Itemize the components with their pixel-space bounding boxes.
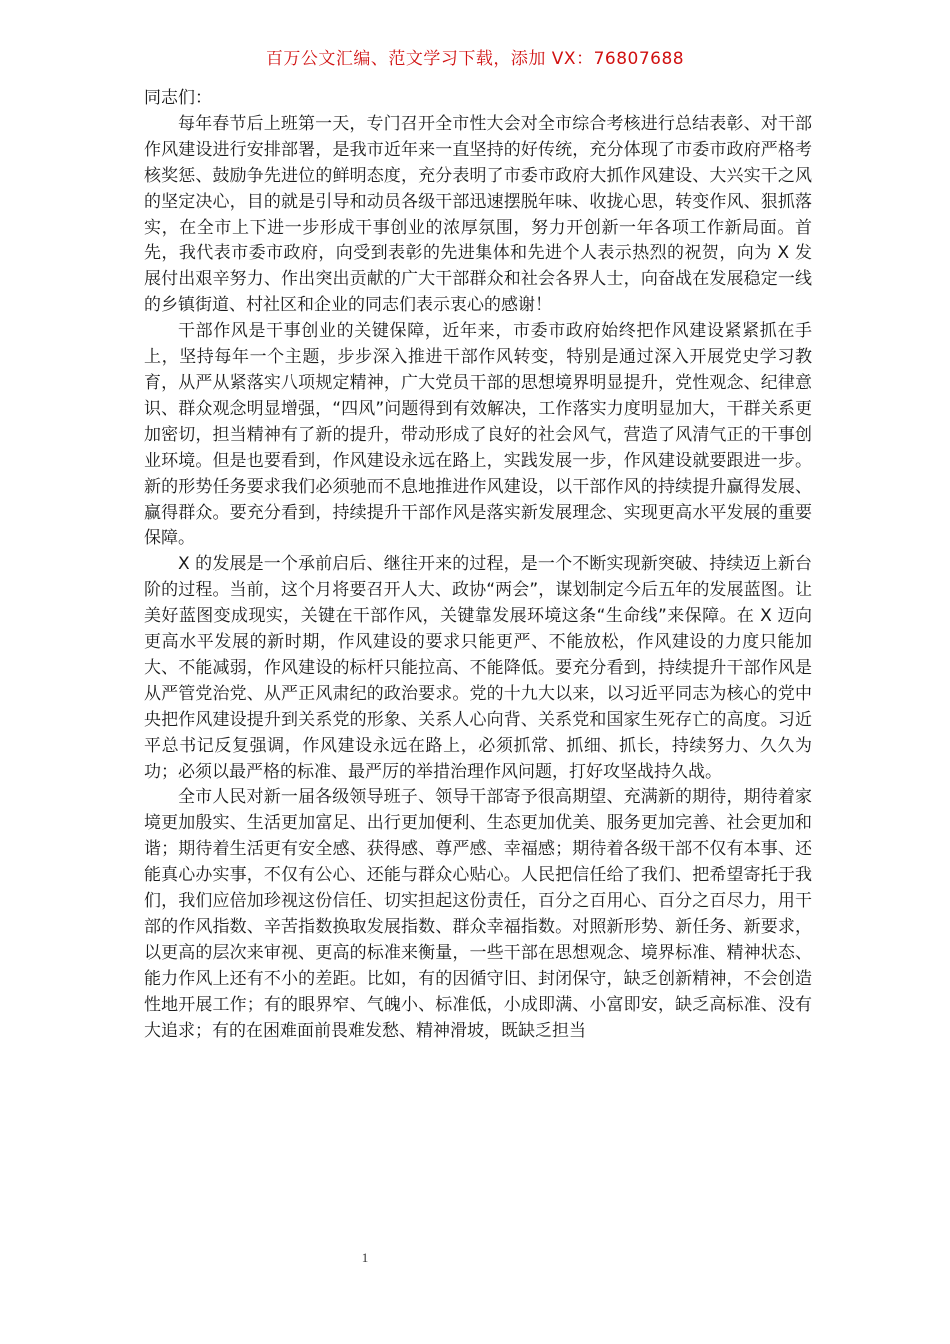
page-number: 1 <box>361 1250 369 1265</box>
salutation: 同志们： <box>144 88 212 108</box>
watermark-banner: 百万公文汇编、范文学习下载，添加 VX：76807688 <box>265 49 685 69</box>
document-body <box>144 86 812 1045</box>
paragraph-2: 干部作风是干事创业的关键保障，近年来，市委市政府始终把作风建设紧紧抓在手上，坚持每年一个主题，步步深入推进干部作风转变，特别是通过深入开展党史学习教育，从严从紧落实八项规定精神，广大党员干部的思想境界明显提升，党性观念、纪律意识、群众观念明显增强，“四风”问题得到有效解决，工作落实力度明显加大，干群关系更加密切，担当精神有了新的提升，带动形成了良好的社会风气，营造了风清气正的干事创业环境。但是也要看到，作风建设永远在路上，实践发展一步，作风建设就要跟进一步。新的形势任务要求我们必须驰而不息地推进作风建设，以干部作风的持续提升赢得发展、赢得群众。要充分看到，持续提升干部作风是落实新发展理念、实现更高水平发展的重要保障。 <box>144 321 812 549</box>
paragraph-3: X 的发展是一个承前启后、继往开来的过程，是一个不断实现新突破、持续迈上新台阶的过程。当前，这个月将要召开人大、政协“两会”，谋划制定今后五年的发展蓝图。让美好蓝图变成现实，关键在干部作风，关键靠发展环境这条“生命线”来保障。在 X 迈向更高水平发展的新时期，作风建设的要求只能更严、不能放松，作风建设的力度只能加大、不能减弱，作风建设的标杆只能拉高、不能降低。要充分看到，持续提升干部作风是从严管党治党、从严正风肃纪的政治要求。党的十九大以来，以习近平同志为核心的党中央把作风建设提升到关系党的形象、关系人心向背、关系党和国家生死存亡的高度。习近平总书记反复强调，作风建设永远在路上，必须抓常、抓细、抓长，持续努力、久久为功；必须以最严格的标准、最严厉的举措治理作风问题，打好攻坚战持久战。 <box>144 554 812 782</box>
paragraph-1: 每年春节后上班第一天，专门召开全市性大会对全市综合考核进行总结表彰、对干部作风建设进行安排部署，是我市近年来一直坚持的好传统，充分体现了市委市政府严格考核奖惩、鼓励争先进位的鲜明态度，充分表明了市委市政府大抓作风建设、大兴实干之风的坚定决心，目的就是引导和动员各级干部迅速摆脱年味、收拢心思，转变作风、狠抓落实，在全市上下进一步形成干事创业的浓厚氛围，努力开创新一年各项工作新局面。首先，我代表市委市政府，向受到表彰的先进集体和先进个人表示热烈的祝贺，向为 X 发展付出艰辛努力、作出突出贡献的广大干部群众和社会各界人士，向奋战在发展稳定一线的乡镇街道、村社区和企业的同志们表示衷心的感谢！ <box>144 113 812 316</box>
paragraph-4: 全市人民对新一届各级领导班子、领导干部寄予很高期望、充满新的期待，期待着家境更加殷实、生活更加富足、出行更加便利、生态更加优美、服务更加完善、社会更加和谐；期待着生活更有安全感、获得感、尊严感、幸福感；期待着各级干部不仅有本事、还能真心办实事，不仅有公心、还能与群众心贴心。人民把信任给了我们、把希望寄托于我们，我们应倍加珍视这份信任、切实担起这份责任，百分之百用心、百分之百尽力，用干部的作风指数、辛苦指数换取发展指数、群众幸福指数。对照新形势、新任务、新要求，以更高的层次来审视、更高的标准来衡量，一些干部在思想观念、境界标准、精神状态、能力作风上还有不小的差距。比如，有的因循守旧、封闭保守，缺乏创新精神，不会创造性地开展工作；有的眼界窄、气魄小、标准低，小成即满、小富即安，缺乏高标准、没有大追求；有的在困难面前畏难发愁、精神滑坡，既缺乏担当 <box>144 787 812 1041</box>
